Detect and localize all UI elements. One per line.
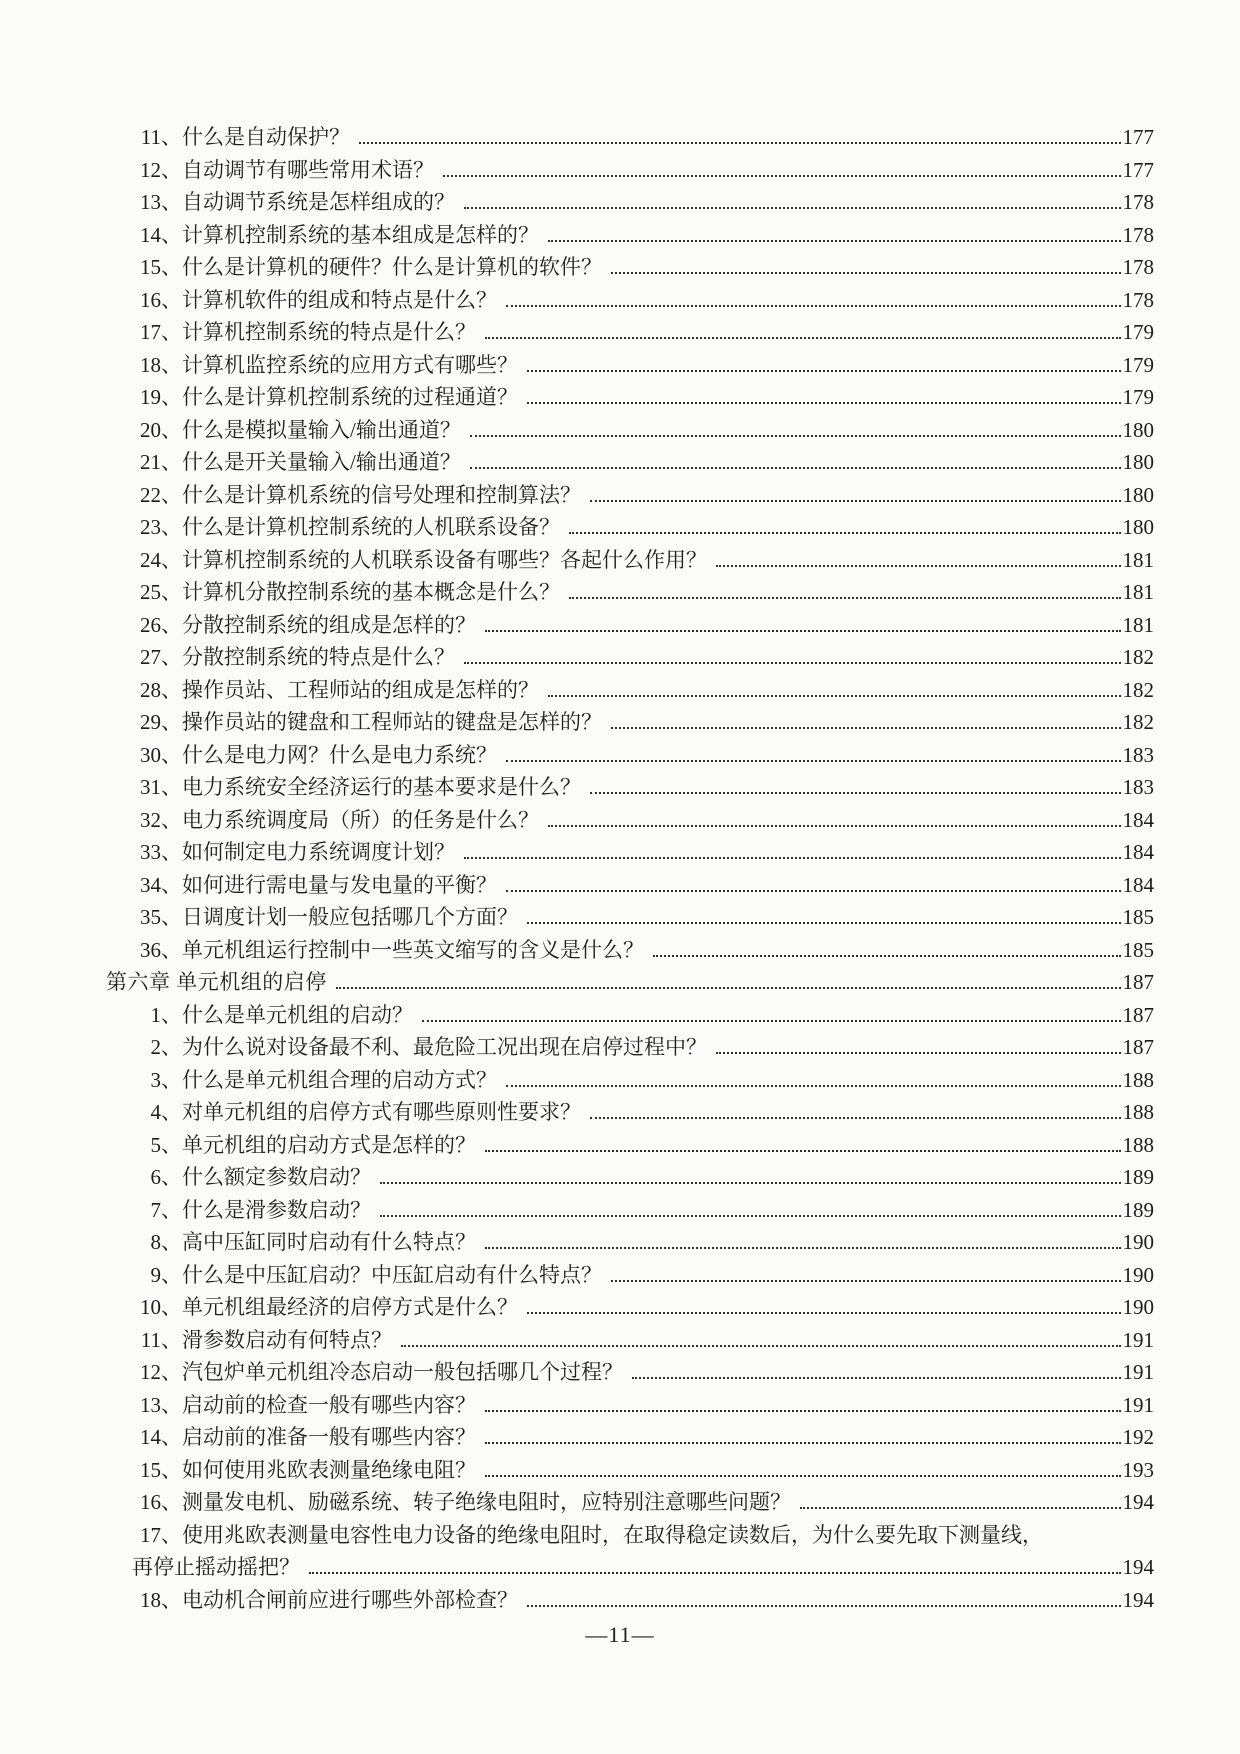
- dot-leader: [527, 1602, 1121, 1607]
- entry-number: 12、: [140, 157, 182, 182]
- entry-page-number: 185: [1122, 905, 1154, 929]
- entry-page-number: 187: [1122, 1002, 1154, 1027]
- entry-title: 计算机监控系统的应用方式有哪些？: [182, 352, 518, 377]
- toc-entry: [106, 446, 1154, 479]
- entry-page-number: 188: [1122, 1067, 1154, 1092]
- dot-leader: [336, 984, 1121, 989]
- entry-page-number: 179: [1122, 352, 1154, 377]
- dot-leader: [716, 1049, 1121, 1054]
- entry-page-number: 189: [1122, 1197, 1154, 1222]
- toc-entry: [106, 934, 1154, 967]
- toc-entry: [106, 1421, 1154, 1454]
- entry-page-number: 178: [1122, 287, 1154, 312]
- toc-entry: [106, 479, 1154, 512]
- entry-number: 15、: [140, 1457, 182, 1482]
- dot-leader: [485, 627, 1121, 632]
- entry-page-number: 188: [1122, 1100, 1154, 1124]
- entry-title: 测量发电机、励磁系统、转子绝缘电阻时，应特别注意哪些问题？: [182, 1490, 791, 1514]
- toc-entry: [106, 836, 1154, 869]
- toc-entry: [106, 1519, 1154, 1552]
- entry-number: 3、: [150, 1067, 182, 1092]
- entry-title: 使用兆欧表测量电容性电力设备的绝缘电阻时，在取得稳定读数后，为什么要先取下测量线，: [182, 1522, 1043, 1547]
- dot-leader: [527, 399, 1121, 404]
- entry-title: 计算机软件的组成和特点是什么？: [182, 287, 497, 312]
- entry-title: 如何进行需电量与发电量的平衡？: [182, 872, 497, 897]
- entry-number: 18、: [140, 352, 182, 377]
- entry-title: 什么是计算机控制系统的人机联系设备？: [182, 515, 560, 539]
- entry-title: 什么是计算机的硬件？什么是计算机的软件？: [182, 255, 602, 279]
- entry-number: 35、: [140, 905, 182, 929]
- entry-number: 24、: [140, 547, 182, 572]
- dot-leader: [470, 464, 1121, 469]
- dot-leader: [611, 724, 1121, 729]
- entry-page-number: 183: [1122, 775, 1154, 799]
- entry-title: 汽包炉单元机组冷态启动一般包括哪几个过程？: [182, 1360, 623, 1384]
- toc-entry: [106, 641, 1154, 674]
- entry-number: 16、: [140, 287, 182, 312]
- toc-entry: [106, 674, 1154, 707]
- entry-title: 再停止摇动摇把？: [132, 1555, 300, 1579]
- dot-leader: [653, 952, 1121, 957]
- toc-entry: [106, 869, 1154, 902]
- table-of-contents: [106, 121, 1154, 1616]
- entry-title: 如何使用兆欧表测量绝缘电阻？: [182, 1457, 476, 1482]
- entry-title: 电动机合闸前应进行哪些外部检查？: [182, 1587, 518, 1612]
- entry-page-number: 189: [1122, 1165, 1154, 1189]
- entry-number: 18、: [140, 1587, 182, 1612]
- entry-number: 28、: [140, 677, 182, 702]
- entry-number: 13、: [140, 1392, 182, 1417]
- entry-title: 单元机组最经济的启停方式是什么？: [182, 1295, 518, 1319]
- dot-leader: [527, 1309, 1121, 1314]
- entry-title: 电力系统安全经济运行的基本要求是什么？: [182, 775, 581, 799]
- toc-entry: [106, 1551, 1154, 1584]
- entry-page-number: 194: [1122, 1555, 1154, 1579]
- dot-leader: [548, 822, 1121, 827]
- toc-entry: [106, 1226, 1154, 1259]
- dot-leader: [569, 529, 1121, 534]
- toc-entry: [106, 1194, 1154, 1227]
- entry-number: 16、: [140, 1490, 182, 1514]
- entry-title: 什么是计算机系统的信号处理和控制算法？: [182, 482, 581, 507]
- entry-page-number: 193: [1122, 1457, 1154, 1482]
- toc-entry: [106, 284, 1154, 317]
- entry-title: 高中压缸同时启动有什么特点？: [182, 1230, 476, 1254]
- toc-entry: [106, 414, 1154, 447]
- page-number-footer: —11—: [585, 1622, 655, 1647]
- entry-number: 7、: [150, 1197, 182, 1222]
- entry-number: 4、: [150, 1100, 182, 1124]
- entry-page-number: 187: [1122, 1035, 1154, 1059]
- entry-title: 分散控制系统的组成是怎样的？: [182, 612, 476, 637]
- dot-leader: [527, 919, 1121, 924]
- entry-number: 12、: [140, 1360, 182, 1384]
- toc-entry: [106, 186, 1154, 219]
- entry-page-number: 187: [1122, 970, 1154, 994]
- toc-entry: [106, 1389, 1154, 1422]
- dot-leader: [548, 237, 1121, 242]
- entry-title: 什么额定参数启动？: [182, 1165, 371, 1189]
- toc-entry: [106, 804, 1154, 837]
- entry-page-number: 180: [1122, 417, 1154, 442]
- entry-title: 操作员站、工程师站的组成是怎样的？: [182, 677, 539, 702]
- entry-title: 日调度计划一般应包括哪几个方面？: [182, 905, 518, 929]
- toc-entry: [106, 1129, 1154, 1162]
- entry-title: 计算机控制系统的人机联系设备有哪些？各起什么作用？: [182, 547, 707, 572]
- entry-number: 19、: [140, 385, 182, 409]
- entry-page-number: 191: [1122, 1392, 1154, 1417]
- entry-number: 14、: [140, 1425, 182, 1449]
- dot-leader: [485, 334, 1121, 339]
- toc-entry: [106, 154, 1154, 187]
- dot-leader: [359, 139, 1121, 144]
- entry-page-number: 182: [1122, 645, 1154, 669]
- entry-title: 电力系统调度局（所）的任务是什么？: [182, 807, 539, 832]
- entry-number: 26、: [140, 612, 182, 637]
- entry-page-number: 184: [1122, 840, 1154, 864]
- dot-leader: [485, 1407, 1121, 1412]
- chapter-title: 第六章 单元机组的启停: [106, 970, 327, 994]
- entry-number: 31、: [140, 775, 182, 799]
- toc-entry: [106, 1486, 1154, 1519]
- entry-title: 单元机组运行控制中一些英文缩写的含义是什么？: [182, 937, 644, 962]
- entry-page-number: 192: [1122, 1425, 1154, 1449]
- entry-title: 分散控制系统的特点是什么？: [182, 645, 455, 669]
- entry-page-number: 185: [1122, 937, 1154, 962]
- entry-number: 9、: [150, 1262, 182, 1287]
- toc-entry: [106, 771, 1154, 804]
- entry-page-number: 183: [1122, 742, 1154, 767]
- dot-leader: [506, 302, 1121, 307]
- entry-page-number: 191: [1122, 1360, 1154, 1384]
- entry-number: 10、: [140, 1295, 182, 1319]
- dot-leader: [309, 1569, 1121, 1574]
- dot-leader: [569, 594, 1121, 599]
- entry-title: 如何制定电力系统调度计划？: [182, 840, 455, 864]
- entry-title: 滑参数启动有何特点？: [182, 1327, 392, 1352]
- dot-leader: [800, 1504, 1121, 1509]
- entry-page-number: 178: [1122, 255, 1154, 279]
- dot-leader: [422, 1017, 1121, 1022]
- entry-page-number: 184: [1122, 872, 1154, 897]
- entry-number: 11、: [140, 1327, 182, 1352]
- entry-number: 15、: [140, 255, 182, 279]
- dot-leader: [485, 1439, 1121, 1444]
- entry-title: 计算机控制系统的特点是什么？: [182, 320, 476, 344]
- entry-number: 23、: [140, 515, 182, 539]
- entry-title: 单元机组的启动方式是怎样的？: [182, 1132, 476, 1157]
- toc-entry: [106, 511, 1154, 544]
- entry-number: 1、: [150, 1002, 182, 1027]
- dot-leader: [485, 1147, 1121, 1152]
- toc-entry: [106, 1096, 1154, 1129]
- dot-leader: [401, 1342, 1121, 1347]
- entry-title: 什么是单元机组合理的启动方式？: [182, 1067, 497, 1092]
- dot-leader: [611, 269, 1121, 274]
- entry-number: 33、: [140, 840, 182, 864]
- entry-title: 启动前的检查一般有哪些内容？: [182, 1392, 476, 1417]
- entry-title: 什么是单元机组的启动？: [182, 1002, 413, 1027]
- toc-entry: [106, 1161, 1154, 1194]
- toc-entry: [106, 219, 1154, 252]
- dot-leader: [380, 1179, 1121, 1184]
- toc-entry: [106, 1064, 1154, 1097]
- entry-number: 25、: [140, 580, 182, 604]
- dot-leader: [443, 172, 1121, 177]
- entry-page-number: 179: [1122, 385, 1154, 409]
- entry-page-number: 184: [1122, 807, 1154, 832]
- dot-leader: [506, 887, 1121, 892]
- dot-leader: [506, 757, 1121, 762]
- entry-number: 14、: [140, 222, 182, 247]
- dot-leader: [590, 1114, 1121, 1119]
- entry-title: 什么是自动保护？: [182, 125, 350, 149]
- entry-title: 为什么说对设备最不利、最危险工况出现在启停过程中？: [182, 1035, 707, 1059]
- entry-page-number: 190: [1122, 1295, 1154, 1319]
- dot-leader: [590, 789, 1121, 794]
- entry-title: 操作员站的键盘和工程师站的键盘是怎样的？: [182, 710, 602, 734]
- entry-page-number: 182: [1122, 677, 1154, 702]
- entry-number: 13、: [140, 190, 182, 214]
- entry-page-number: 182: [1122, 710, 1154, 734]
- dot-leader: [485, 1472, 1121, 1477]
- entry-page-number: 180: [1122, 515, 1154, 539]
- toc-entry: [106, 739, 1154, 772]
- toc-entry: [106, 1291, 1154, 1324]
- dot-leader: [464, 204, 1121, 209]
- entry-page-number: 194: [1122, 1587, 1154, 1612]
- entry-number: 2、: [150, 1035, 182, 1059]
- entry-title: 计算机控制系统的基本组成是怎样的？: [182, 222, 539, 247]
- toc-entry: [106, 706, 1154, 739]
- entry-page-number: 188: [1122, 1132, 1154, 1157]
- dot-leader: [380, 1212, 1121, 1217]
- entry-page-number: 191: [1122, 1327, 1154, 1352]
- toc-entry: [106, 901, 1154, 934]
- entry-page-number: 177: [1122, 125, 1154, 149]
- entry-number: 22、: [140, 482, 182, 507]
- entry-number: 30、: [140, 742, 182, 767]
- toc-entry: [106, 1356, 1154, 1389]
- toc-entry: [106, 1031, 1154, 1064]
- entry-number: 6、: [150, 1165, 182, 1189]
- entry-page-number: 180: [1122, 450, 1154, 474]
- entry-number: 27、: [140, 645, 182, 669]
- entry-number: 17、: [140, 1522, 182, 1547]
- entry-page-number: 181: [1122, 580, 1154, 604]
- entry-page-number: 180: [1122, 482, 1154, 507]
- entry-title: 什么是模拟量输入/输出通道？: [182, 417, 461, 442]
- entry-page-number: 194: [1122, 1490, 1154, 1514]
- dot-leader: [548, 692, 1121, 697]
- toc-entry: [106, 544, 1154, 577]
- entry-number: 8、: [150, 1230, 182, 1254]
- entry-title: 什么是开关量输入/输出通道？: [182, 450, 461, 474]
- toc-entry: [106, 1584, 1154, 1617]
- dot-leader: [485, 1244, 1121, 1249]
- entry-number: 21、: [140, 450, 182, 474]
- entry-page-number: 190: [1122, 1230, 1154, 1254]
- dot-leader: [527, 367, 1121, 372]
- entry-page-number: 181: [1122, 612, 1154, 637]
- toc-entry: [106, 251, 1154, 284]
- dot-leader: [464, 854, 1121, 859]
- entry-title: 计算机分散控制系统的基本概念是什么？: [182, 580, 560, 604]
- entry-title: 自动调节系统是怎样组成的？: [182, 190, 455, 214]
- entry-page-number: 178: [1122, 190, 1154, 214]
- toc-entry: [106, 121, 1154, 154]
- entry-page-number: 177: [1122, 157, 1154, 182]
- entry-title: 什么是计算机控制系统的过程通道？: [182, 385, 518, 409]
- entry-title: 什么是中压缸启动？中压缸启动有什么特点？: [182, 1262, 602, 1287]
- dot-leader: [632, 1374, 1121, 1379]
- dot-leader: [470, 432, 1121, 437]
- entry-page-number: 178: [1122, 222, 1154, 247]
- toc-entry: [106, 1324, 1154, 1357]
- entry-page-number: 190: [1122, 1262, 1154, 1287]
- entry-number: 29、: [140, 710, 182, 734]
- toc-entry: [106, 609, 1154, 642]
- toc-entry: [106, 381, 1154, 414]
- entry-title: 什么是电力网？什么是电力系统？: [182, 742, 497, 767]
- entry-title: 对单元机组的启停方式有哪些原则性要求？: [182, 1100, 581, 1124]
- entry-title: 启动前的准备一般有哪些内容？: [182, 1425, 476, 1449]
- dot-leader: [716, 562, 1121, 567]
- entry-title: 自动调节有哪些常用术语？: [182, 157, 434, 182]
- dot-leader: [590, 497, 1121, 502]
- entry-number: 11、: [140, 125, 182, 149]
- entry-number: 5、: [150, 1132, 182, 1157]
- entry-number: 20、: [140, 417, 182, 442]
- toc-entry: [106, 999, 1154, 1032]
- dot-leader: [506, 1082, 1121, 1087]
- entry-number: 32、: [140, 807, 182, 832]
- entry-title: 什么是滑参数启动？: [182, 1197, 371, 1222]
- toc-chapter-entry: [106, 966, 1154, 999]
- dot-leader: [464, 659, 1121, 664]
- entry-page-number: 181: [1122, 547, 1154, 572]
- toc-entry: [106, 1259, 1154, 1292]
- entry-page-number: 179: [1122, 320, 1154, 344]
- entry-number: 36、: [140, 937, 182, 962]
- toc-entry: [106, 349, 1154, 382]
- toc-entry: [106, 576, 1154, 609]
- dot-leader: [611, 1277, 1121, 1282]
- entry-number: 17、: [140, 320, 182, 344]
- toc-entry: [106, 316, 1154, 349]
- entry-number: 34、: [140, 872, 182, 897]
- toc-entry: [106, 1454, 1154, 1487]
